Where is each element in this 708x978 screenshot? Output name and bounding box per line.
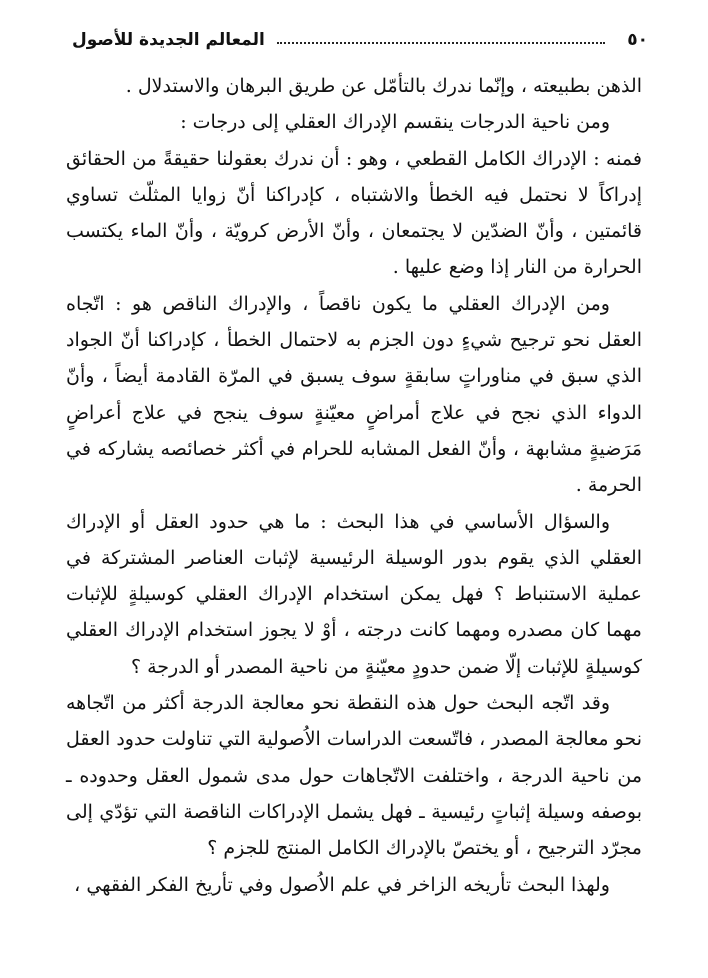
paragraph: وقد اتّجه البحث حول هذه النقطة نحو معالجة الدرجة أكثر من اتّجاهه نحو معالجة المصدر ، فاتّسعت الدراسات الاُصولية التي تناولت حدود العقل من ناحية الدرجة ، واختلفت الاتّجاهات حول مدى شمول العقل وحدوده ـ بوصفه وسيلة إثباتٍ رئيسية ـ فهل يشمل الإدراكات الناقصة التي تؤدّي إلى مجرّد الترجيح ، أو يختصّ بالإدراك الكامل المنتج للجزم ؟ xyxy=(66,692,642,860)
body-text xyxy=(66,68,642,903)
paragraph: الذهن بطبيعته ، وإنّما ندرك بالتأمّل عن طريق البرهان والاستدلال . xyxy=(125,75,642,97)
paragraph: ومن ناحية الدرجات ينقسم الإدراك العقلي إلى درجات : xyxy=(180,111,610,134)
paragraph: ولهذا البحث تأريخه الزاخر في علم الاُصول وفي تأريخ الفكر الفقهي ، xyxy=(74,873,610,896)
dotted-leader xyxy=(277,42,605,44)
page-number: ٥٠ xyxy=(627,30,648,50)
paragraph: فمنه : الإدراك الكامل القطعي ، وهو : أن ندرك بعقولنا حقيقةً من الحقائق إدراكاً لا نحتمل فيه الخطأ والاشتباه ، كإدراكنا أنّ زوايا المثلّث تساوي قائمتين ، وأنّ الضدّين لا يجتمعان ، وأنّ الأرض كرويّة ، وأنّ الماء يكتسب الحرارة من النار إذا وضع عليها . xyxy=(66,147,642,279)
running-header xyxy=(72,26,648,54)
paragraph: ومن الإدراك العقلي ما يكون ناقصاً ، والإدراك الناقص هو : اتّجاه العقل نحو ترجيح شيءٍ دون الجزم به لاحتمال الخطأ ، كإدراكنا أنّ الجواد الذي سبق في مناوراتٍ سابقةٍ سوف يسبق في المرّة القادمة أيضاً ، وأنّ الدواء الذي نجح في علاج أمراضٍ معيّنةٍ سوف ينجح في علاج أعراضٍ مَرَضيةٍ مشابهة ، وأنّ الفعل المشابه للحرام في أكثر خصائصه يشاركه في الحرمة . xyxy=(66,292,642,497)
running-title: المعالم الجديدة للأصول xyxy=(72,30,265,50)
paragraph: والسؤال الأساسي في هذا البحث : ما هي حدود العقل أو الإدراك العقلي الذي يقوم بدور الوسيلة الرئيسية لإثبات العناصر المشتركة في عملية الاستنباط ؟ فهل يمكن استخدام الإدراك العقلي كوسيلةٍ للإثبات مهما كان مصدره ومهما كانت درجته ، أوْ لا يجوز استخدام الإدراك العقلي كوسيلةٍ للإثبات إلّا ضمن حدودٍ معيّنةٍ من ناحية المصدر أو الدرجة ؟ xyxy=(66,510,642,678)
